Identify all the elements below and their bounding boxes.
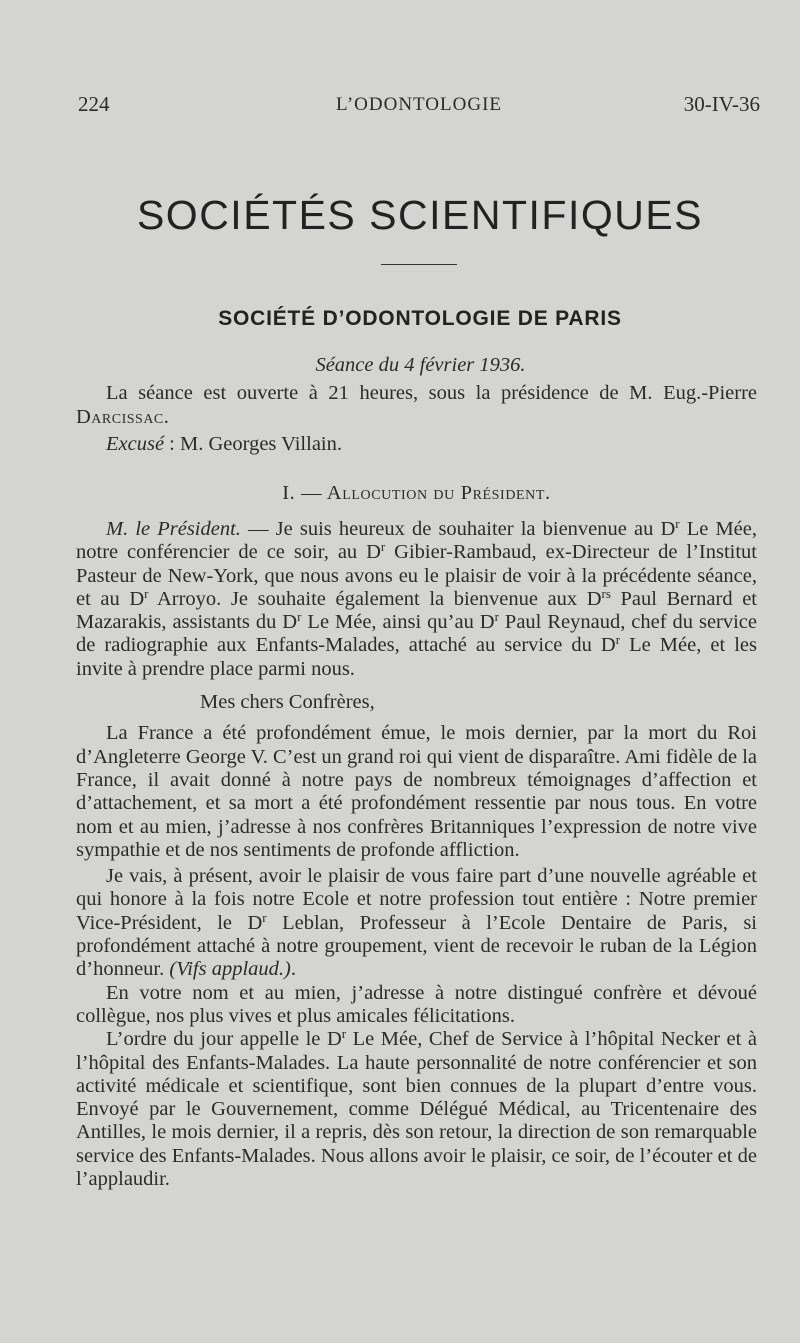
excused-label: Excusé bbox=[106, 432, 165, 455]
speech-paragraph-3: Je vais, à présent, avoir le plaisir de vous faire part d’une nouvelle agréable et qui honore à la fois notre Ecole et notre profession tout entière : Notre premier Vice-Président, le $D^r$ Leblan, Professeur à l’Ecole Dentaire de Paris, si profondément attaché à notre groupement, vient de recevoir le ruban de la Légion d’honneur. (Vifs applaud.). bbox=[76, 865, 757, 981]
salutation: Mes chers Confrères, bbox=[200, 691, 375, 714]
heading-block bbox=[76, 482, 757, 505]
session-date: Séance du 4 février 1936. bbox=[315, 354, 526, 376]
page-number: 224 bbox=[78, 92, 110, 116]
heading-allocution: I. — Allocution du Président. bbox=[282, 482, 551, 504]
title-divider bbox=[381, 264, 457, 265]
opening-text: La séance est ouverte à 21 heures, sous la présidence de M. Eug.-Pierre bbox=[106, 382, 757, 405]
speech-paragraph-1: M. le Président. — Je suis heureux de souhaiter la bienvenue au $D^r$ Le Mée, notre conférencier de ce soir, au $D^r$ Gibier-Rambaud, ex-Directeur de l’Institut Pasteur de New-York, que nous avons eu le plaisir de voir à la précédente séance, et au $D^r$ Arroyo. Je souhaite également la bienvenue aux $D^{rs}$ Paul Bernard et Mazarakis, assistants du $D^r$ Le Mée, ainsi qu’au $D^r$ Paul Reynaud, chef du service de radiographie aux Enfants-Malades, attaché au service du $D^r$ Le Mée, et les invite à prendre place parmi nous. bbox=[76, 516, 758, 680]
speech-block bbox=[76, 518, 757, 1191]
applause-note: (Vifs applaud.) bbox=[169, 958, 291, 981]
excused-line bbox=[76, 433, 757, 456]
issue-date: 30-IV-36 bbox=[683, 92, 760, 116]
speech-paragraph-4: En votre nom et au mien, j’adresse à notre distingué confrère et dévoué collègue, nos plus vives et plus amicales félicitations. bbox=[76, 981, 757, 1027]
speech-paragraph-5: L’ordre du jour appelle le $D^r$ Le Mée, Chef de Service à l’hôpital Necker et à l’hôpital des Enfants-Malades. La haute personnalité de notre conférencier et son activité médicale et scientifique, sont bien connues de la plupart d’entre vous. Envoyé par le Gouvernement, comme Délégué Médical, au Tricentenaire des Antilles, le mois dernier, il a repris, dès son retour, la direction de son remarquable service des Enfants-Malades. Nous allons avoir le plaisir, ce soir, de l’écouter et de l’applaudir. bbox=[76, 1026, 757, 1191]
section-title: SOCIÉTÉS SCIENTIFIQUES bbox=[136, 192, 704, 238]
running-header bbox=[78, 92, 760, 122]
excused-text: : M. Georges Villain. bbox=[164, 432, 342, 455]
speech-paragraph-2: La France a été profondément émue, le mois dernier, par la mort du Roi d’Angleterre George V. C’est un grand roi qui vient de disparaître. Ami fidèle de la France, il avait donné à notre pays de nombreux témoignages d’affection et d’attachement, et sa mort a été profondément ressentie par nous tous. En votre nom et au mien, j’adresse à nos confrères Britanniques l’expression de notre vive sympathie et de nos sentiments de profonde affliction. bbox=[76, 722, 757, 861]
speaker-label: M. le Président. bbox=[106, 518, 241, 540]
journal-title: L’ODONTOLOGIE bbox=[335, 94, 503, 115]
president-name: Darcissac. bbox=[76, 405, 170, 428]
society-title: SOCIÉTÉ D’ODONTOLOGIE DE PARIS bbox=[218, 307, 622, 330]
opening-paragraph bbox=[76, 382, 757, 429]
session-block bbox=[76, 354, 757, 456]
